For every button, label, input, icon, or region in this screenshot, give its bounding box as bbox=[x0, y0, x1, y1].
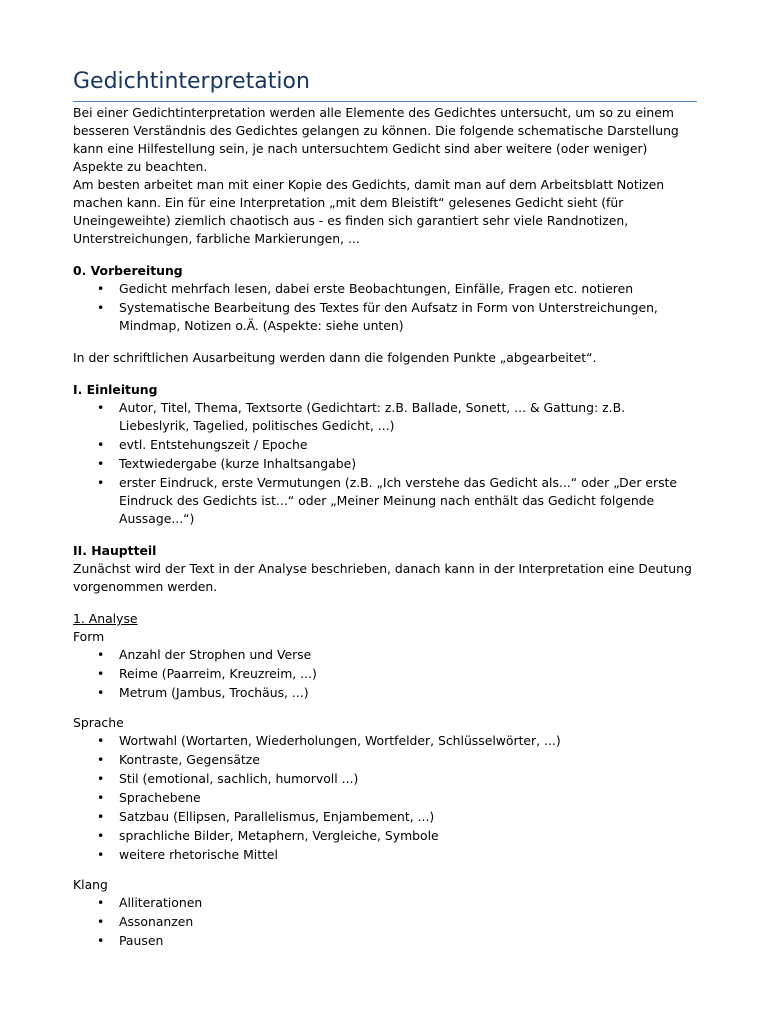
document-page bbox=[73, 66, 697, 950]
list-item-text: Pausen bbox=[119, 933, 164, 948]
intro-paragraph-1: Bei einer Gedichtinterpretation werden alle Elemente des Gedichtes untersucht, um so zu einem besseren Verständnis des Gedichtes gelangen zu können. Die folgende schematische Darstellung kann eine Hilfestellung sein, je nach untersuchtem Gedicht sind aber weitere (oder weniger) Aspekte zu beachten. bbox=[73, 105, 679, 174]
list-item-text: Assonanzen bbox=[119, 914, 194, 929]
list-item bbox=[73, 932, 697, 950]
list-item bbox=[73, 280, 697, 298]
list-item bbox=[73, 913, 697, 931]
einleitung-list bbox=[73, 399, 697, 528]
list-item-text: Metrum (Jambus, Trochäus, ...) bbox=[119, 685, 309, 700]
list-item bbox=[73, 827, 697, 845]
list-item bbox=[73, 732, 697, 750]
list-item-text: Anzahl der Strophen und Verse bbox=[119, 647, 312, 662]
list-item bbox=[73, 436, 697, 454]
bullet-icon: • bbox=[97, 847, 105, 862]
bullet-icon: • bbox=[97, 300, 105, 315]
list-item-text: Satzbau (Ellipsen, Parallelismus, Enjambement, ...) bbox=[119, 809, 435, 824]
list-item-text: Systematische Bearbeitung des Textes für den Aufsatz in Form von Unterstreichungen, Mindmap, Notizen o.Ä. (Aspekte: siehe unten) bbox=[119, 300, 658, 333]
list-item-text: Reime (Paarreim, Kreuzreim, ...) bbox=[119, 666, 317, 681]
list-item bbox=[73, 684, 697, 702]
bullet-icon: • bbox=[97, 733, 105, 748]
list-item-text: Gedicht mehrfach lesen, dabei erste Beobachtungen, Einfälle, Fragen etc. notieren bbox=[119, 281, 634, 296]
bullet-icon: • bbox=[97, 456, 105, 471]
section-heading-vorbereitung: 0. Vorbereitung bbox=[73, 263, 183, 278]
list-item-text: Stil (emotional, sachlich, humorvoll ...) bbox=[119, 771, 359, 786]
klang-list bbox=[73, 894, 697, 950]
analyse-form-label: Form bbox=[73, 629, 105, 644]
bullet-icon: • bbox=[97, 895, 105, 910]
list-item bbox=[73, 474, 697, 528]
list-item bbox=[73, 808, 697, 826]
list-item-text: weitere rhetorische Mittel bbox=[119, 847, 278, 862]
bullet-icon: • bbox=[97, 933, 105, 948]
list-item bbox=[73, 789, 697, 807]
intro-paragraph-2: Am besten arbeitet man mit einer Kopie des Gedichts, damit man auf dem Arbeitsblatt Notizen machen kann. Ein für eine Interpretation „mit dem Bleistift“ gelesenes Gedicht sieht (für Uneingeweihte) ziemlich chaotisch aus - es finden sich garantiert sehr viele Randnotizen, Unterstreichungen, farbliche Markierungen, ... bbox=[73, 177, 665, 246]
list-item bbox=[73, 399, 697, 435]
list-item bbox=[73, 770, 697, 788]
list-item-text: Wortwahl (Wortarten, Wiederholungen, Wortfelder, Schlüsselwörter, ...) bbox=[119, 733, 561, 748]
bullet-icon: • bbox=[97, 809, 105, 824]
bullet-icon: • bbox=[97, 475, 105, 490]
bullet-icon: • bbox=[97, 828, 105, 843]
hauptteil-paragraph: Zunächst wird der Text in der Analyse beschrieben, danach kann in der Interpretation eine Deutung vorgenommen werden. bbox=[73, 561, 692, 594]
list-item bbox=[73, 751, 697, 769]
list-item-text: Kontraste, Gegensätze bbox=[119, 752, 260, 767]
section-heading-hauptteil: II. Hauptteil bbox=[73, 543, 157, 558]
bullet-icon: • bbox=[97, 790, 105, 805]
page-title: Gedichtinterpretation bbox=[73, 66, 697, 102]
list-item bbox=[73, 894, 697, 912]
subsection-heading-analyse: 1. Analyse bbox=[73, 611, 138, 626]
list-item bbox=[73, 455, 697, 473]
analyse-klang-label: Klang bbox=[73, 877, 108, 892]
list-item-text: Sprachebene bbox=[119, 790, 201, 805]
list-item-text: sprachliche Bilder, Metaphern, Vergleiche, Symbole bbox=[119, 828, 439, 843]
transition-paragraph: In der schriftlichen Ausarbeitung werden dann die folgenden Punkte „abgearbeitet“. bbox=[73, 350, 597, 365]
list-item-text: erster Eindruck, erste Vermutungen (z.B. „Ich verstehe das Gedicht als...“ oder „Der erste Eindruck des Gedichts ist...“ oder „Meiner Meinung nach enthält das Gedicht folgende Aussage...“) bbox=[119, 475, 678, 526]
list-item-text: Textwiedergabe (kurze Inhaltsangabe) bbox=[119, 456, 357, 471]
bullet-icon: • bbox=[97, 685, 105, 700]
section-heading-einleitung: I. Einleitung bbox=[73, 382, 158, 397]
list-item-text: evtl. Entstehungszeit / Epoche bbox=[119, 437, 308, 452]
list-item-text: Autor, Titel, Thema, Textsorte (Gedichtart: z.B. Ballade, Sonett, ... & Gattung: z.B. Liebeslyrik, Tagelied, politisches Gedicht, ...) bbox=[119, 400, 626, 433]
list-item bbox=[73, 665, 697, 683]
list-item bbox=[73, 299, 697, 335]
vorbereitung-list bbox=[73, 280, 697, 335]
analyse-sprache-label: Sprache bbox=[73, 715, 124, 730]
bullet-icon: • bbox=[97, 437, 105, 452]
bullet-icon: • bbox=[97, 647, 105, 662]
list-item-text: Alliterationen bbox=[119, 895, 203, 910]
bullet-icon: • bbox=[97, 666, 105, 681]
bullet-icon: • bbox=[97, 771, 105, 786]
bullet-icon: • bbox=[97, 752, 105, 767]
bullet-icon: • bbox=[97, 400, 105, 415]
list-item bbox=[73, 846, 697, 864]
bullet-icon: • bbox=[97, 281, 105, 296]
form-list bbox=[73, 646, 697, 702]
bullet-icon: • bbox=[97, 914, 105, 929]
sprache-list bbox=[73, 732, 697, 864]
list-item bbox=[73, 646, 697, 664]
